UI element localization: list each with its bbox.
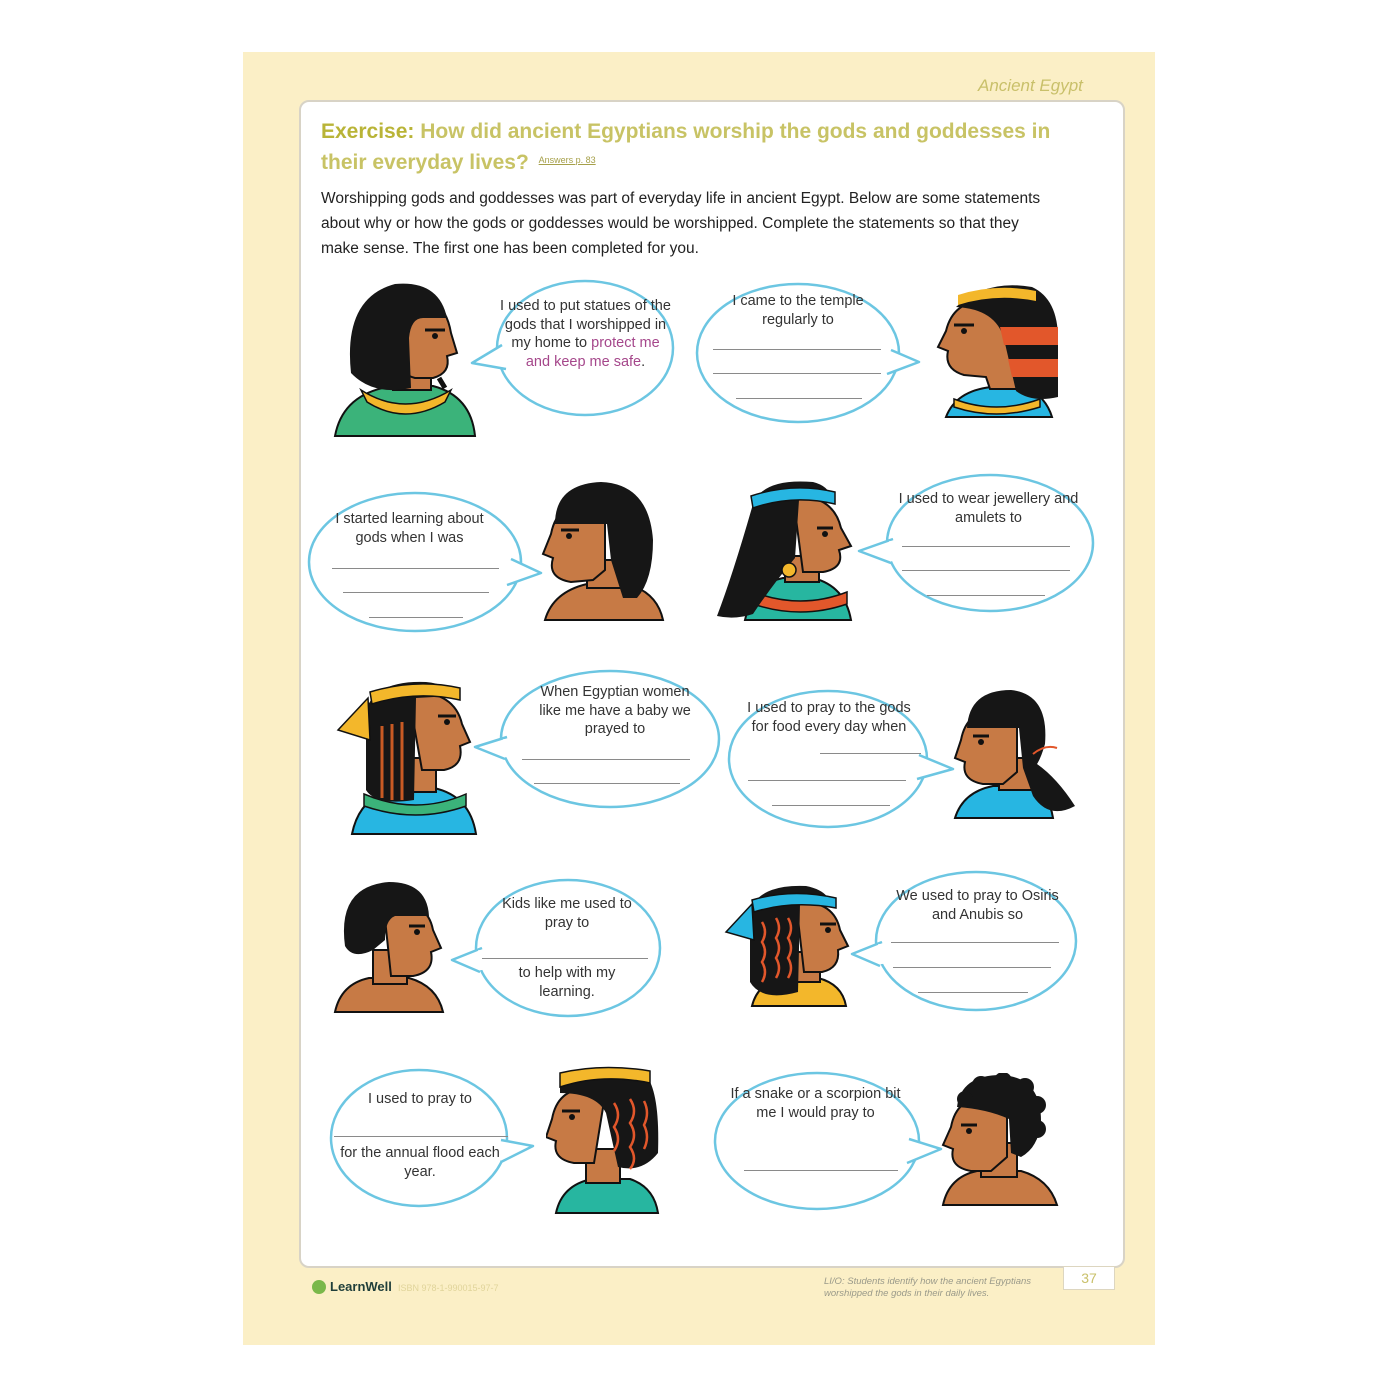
answer-line[interactable] [772, 805, 890, 806]
egyptian-boy-portrait-icon [541, 480, 667, 622]
bubble-1-text: I used to put statues of the gods that I worshipped in my home to protect me and keep me safe. [500, 298, 671, 370]
answer-line[interactable] [713, 349, 881, 350]
answer-line[interactable] [369, 617, 463, 618]
answer-line[interactable] [902, 570, 1070, 571]
exercise-question: How did ancient Egyptians worship the gods and goddesses in their everyday lives? [321, 120, 1051, 174]
learnwell-logo-icon [312, 1280, 326, 1294]
bubble-8-text: We used to pray to Osiris and Anubis so [896, 888, 1059, 923]
exercise-label: Exercise: [321, 120, 415, 143]
answers-reference[interactable]: Answers p. 83 [538, 155, 596, 165]
bubble-9-text: I used to pray to [368, 1091, 472, 1107]
answer-line[interactable] [334, 1136, 508, 1137]
answer-line[interactable] [927, 595, 1045, 596]
egyptian-boy-curly-portrait-icon [941, 1073, 1059, 1207]
speech-bubble-9 [329, 1068, 535, 1208]
bubble-7-text: Kids like me used to pray to [502, 896, 632, 931]
egyptian-man-portrait-icon [333, 278, 479, 440]
answer-line[interactable] [902, 546, 1070, 547]
answer-line[interactable] [343, 592, 489, 593]
answer-line[interactable] [482, 958, 648, 959]
learning-objective-text: LI/O: Students identify how the ancient Egyptians worshipped the gods in their daily lives. [824, 1276, 1032, 1299]
egyptian-child-portrait-icon [333, 880, 447, 1014]
bubble-9-suffix: for the annual flood each year. [340, 1145, 500, 1180]
bubble-4-text: I used to wear jewellery and amulets to [898, 491, 1079, 526]
answer-line[interactable] [748, 780, 906, 781]
bubble-3-text: I started learning about gods when I was [335, 511, 484, 546]
answer-line[interactable] [534, 783, 680, 784]
instructions-text: Worshipping gods and goddesses was part of everyday life in ancient Egypt. Below are some statements about why or how the gods or goddesses would be worshipped. Complete the statements so that they make sense. The first one has been completed for you. [321, 190, 1041, 257]
egyptian-woman-headband-portrait-icon [336, 670, 480, 836]
exercise-title [321, 118, 1101, 177]
answer-line[interactable] [713, 373, 881, 374]
egyptian-man-curls-portrait-icon [546, 1063, 660, 1215]
running-head: Ancient Egypt [978, 76, 1083, 95]
bubble-2-text: I came to the temple regularly to [732, 293, 864, 328]
bubble-6-text: I used to pray to the gods for food every day when [747, 700, 911, 735]
answer-line[interactable] [522, 759, 690, 760]
example-answer: protect me and keep me safe [525, 335, 660, 370]
answer-line[interactable] [891, 942, 1059, 943]
egyptian-girl-ponytail-portrait-icon [953, 688, 1077, 820]
bubble-5-text: When Egyptian women like me have a baby we prayed to [539, 684, 691, 737]
isbn-text: ISBN 978-1-990015-97-7 [398, 1283, 499, 1293]
answer-line[interactable] [736, 398, 862, 399]
egyptian-woman-curls-portrait-icon [722, 882, 850, 1008]
learnwell-logo: LearnWell [312, 1279, 392, 1294]
page-number: 37 [1063, 1266, 1115, 1290]
bubble-7-suffix: to help with my learning. [518, 965, 616, 1000]
answer-line[interactable] [744, 1170, 898, 1171]
answer-line[interactable] [332, 568, 499, 569]
answer-line[interactable] [918, 992, 1028, 993]
egyptian-woman-portrait-icon [936, 279, 1060, 421]
egyptian-woman-braids-portrait-icon [713, 474, 855, 622]
answer-line[interactable] [893, 967, 1051, 968]
bubble-10-text: If a snake or a scorpion bit me I would pray to [730, 1086, 901, 1121]
answer-line[interactable] [820, 753, 921, 754]
